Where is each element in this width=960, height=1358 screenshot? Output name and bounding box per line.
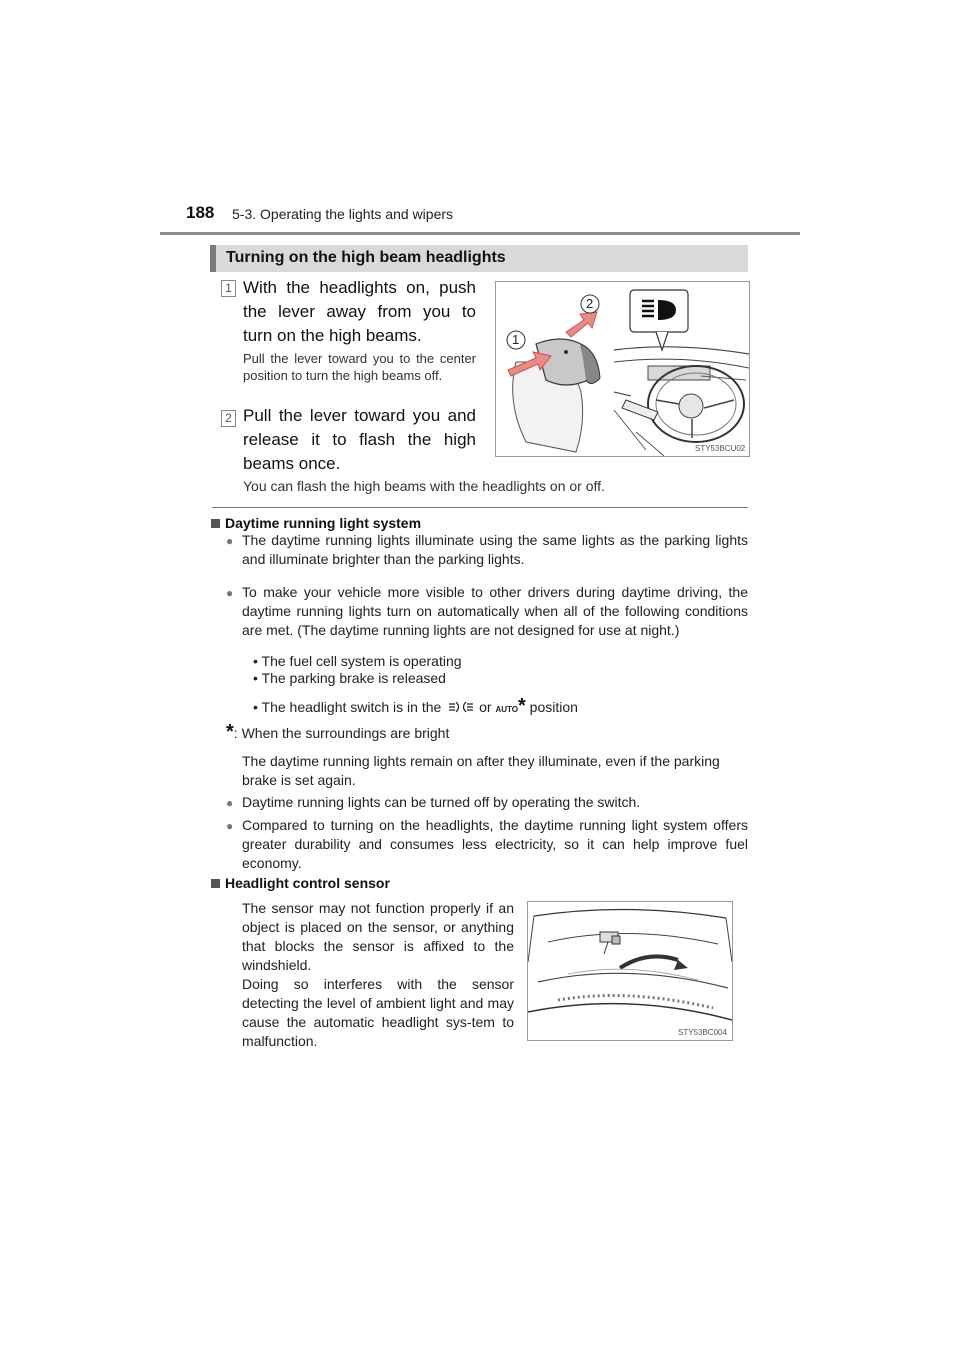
circle-bullet-icon: ● (226, 819, 234, 833)
circle-bullet-icon: ● (226, 534, 234, 548)
step-1-note: Pull the lever toward you to the center position to turn the high beams off. (243, 351, 476, 383)
figure-callout-2: 2 (586, 296, 594, 311)
windshield-drawing (528, 902, 732, 1040)
figure-code: STY53BCU02 (695, 444, 746, 453)
steps-note: You can flash the high beams with the headlights on or off. (243, 478, 605, 494)
page-number: 188 (186, 203, 215, 222)
condition-3-or: or (479, 699, 492, 715)
drl-heading-text: Daytime running light system (225, 515, 422, 531)
asterisk-mark: * (517, 695, 526, 717)
windshield-sensor-illustration (527, 901, 733, 1041)
section-heading (210, 245, 748, 272)
sensor-heading (211, 875, 390, 891)
drl-bullet-2: To make your vehicle more visible to other drivers during daytime driving, the daytime running lights turn on automatically when all of the following conditions are met. (The daytime running lights are not designed for use at night.) (242, 584, 748, 638)
sensor-heading-text: Headlight control sensor (225, 875, 390, 891)
sensor-text: The sensor may not function properly if an object is placed on the sensor, or anything that blocks the sensor is affixed to the windshield. (242, 900, 514, 973)
sensor-text-2: Doing so interferes with the sensor detecting the level of ambient light and may cause the automatic headlight sys-tem to malfunction. (242, 976, 514, 1049)
footnote-text: : When the surroundings are bright (233, 725, 450, 741)
step-number-2: 2 (221, 410, 236, 427)
drl-footnote (226, 723, 449, 743)
drl-bullet-4: Compared to turning on the headlights, the daytime running light system offers greater durability and consumes less electricity, so it can help improve fuel economy. (242, 817, 748, 871)
parking-light-icon (447, 700, 475, 714)
drl-heading (211, 515, 421, 531)
square-bullet-icon (211, 519, 220, 528)
circle-bullet-icon: ● (226, 796, 234, 810)
step-1-text: With the headlights on, push the lever away from you to turn on the high beams. (243, 278, 476, 345)
step-2-text: Pull the lever toward you and release it to flash the high beams once. (243, 406, 476, 473)
section-divider (212, 507, 748, 508)
section-heading-text: Turning on the high beam headlights (226, 249, 506, 266)
drl-condition-3 (253, 697, 578, 719)
section-heading-bar (210, 245, 216, 272)
header-rule (160, 232, 800, 235)
figure-code-2: STY53BC004 (678, 1028, 727, 1037)
condition-3-suffix: position (529, 699, 578, 715)
circle-bullet-icon: ● (226, 586, 234, 600)
chapter-title: 5-3. Operating the lights and wipers (232, 206, 454, 222)
drl-condition-1: • The fuel cell system is operating (253, 653, 462, 669)
auto-icon: AUTO (495, 705, 518, 714)
drl-bullet-3: Daytime running lights can be turned off by operating the switch. (242, 794, 641, 810)
drl-after-note: The daytime running lights remain on after they illuminate, even if the parking brake is set again. (242, 753, 720, 788)
drl-bullet-1: The daytime running lights illuminate using the same lights as the parking lights and illuminate brighter than the parking lights. (242, 532, 748, 567)
drl-condition-2: • The parking brake is released (253, 670, 446, 686)
condition-3-prefix: • The headlight switch is in the (253, 699, 442, 715)
square-bullet-icon (211, 879, 220, 888)
lever-illustration-drawing (496, 282, 749, 456)
step-number-1: 1 (221, 280, 236, 297)
figure-callout-1: 1 (512, 332, 520, 347)
footnote-asterisk: * (226, 721, 234, 743)
lever-illustration (495, 281, 750, 457)
